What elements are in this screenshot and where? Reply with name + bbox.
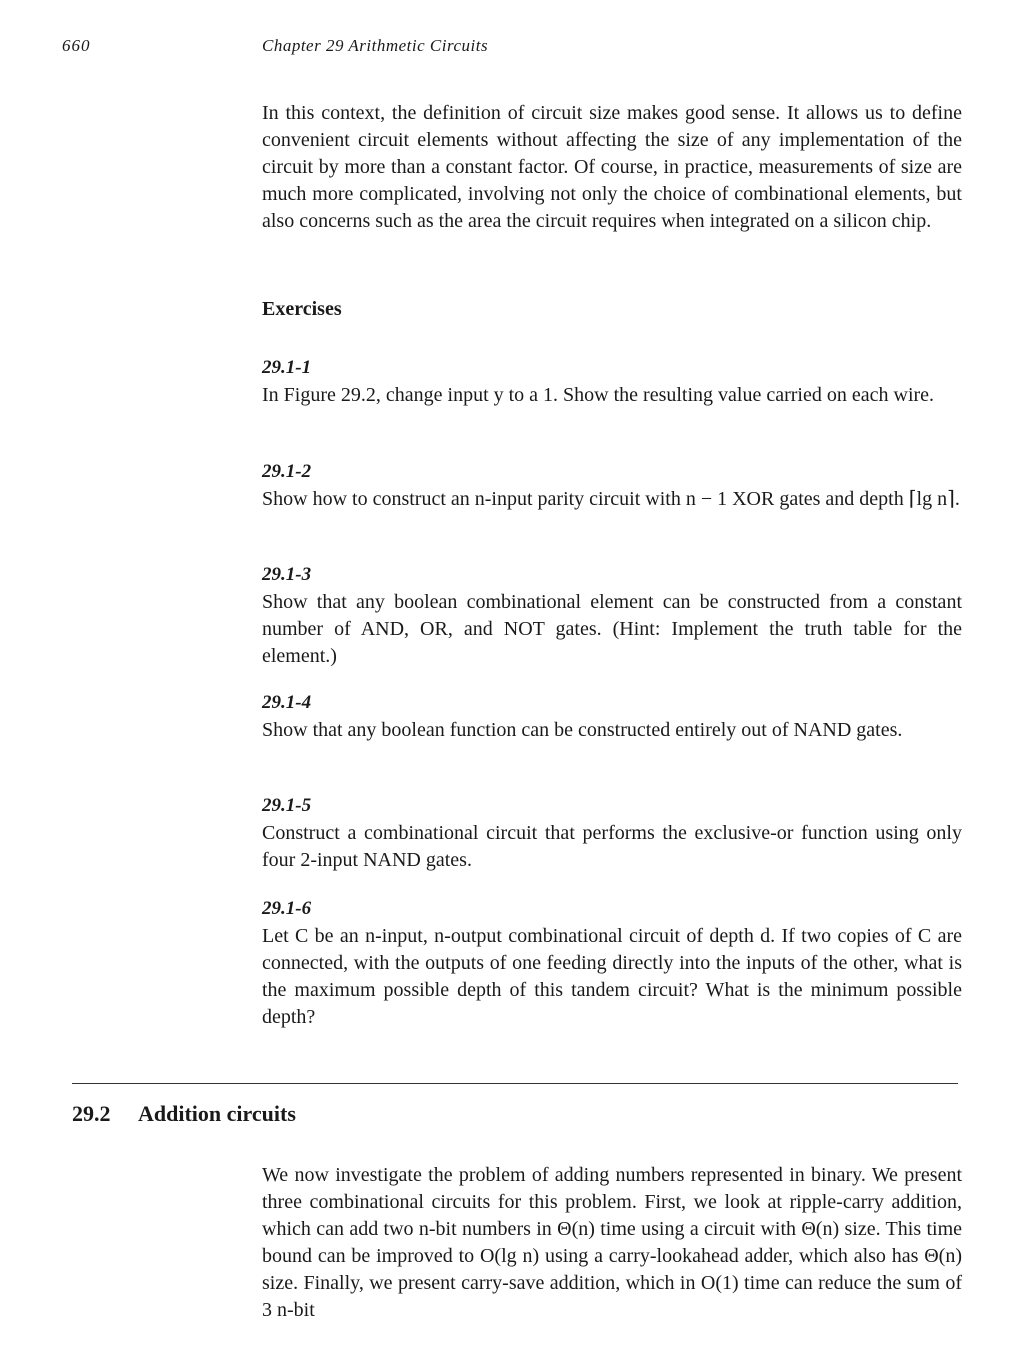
- exercise-text: In Figure 29.2, change input y to a 1. Show the resulting value carried on each wire.: [262, 384, 935, 406]
- page-number: 660: [62, 36, 91, 55]
- exercise-number: 29.1-5: [262, 795, 312, 816]
- exercise-number: 29.1-1: [262, 357, 312, 378]
- exercise-text: Construct a combinational circuit that performs the exclusive-or function using only four 2-input NAND gates.: [262, 822, 962, 871]
- exercise-number: 29.1-3: [262, 564, 312, 585]
- section-paragraph: We now investigate the problem of adding numbers represented in binary. We present three combinational circuits for this problem. First, we look at ripple-carry addition, which can add two n-bit numbers in Θ(n) time using a circuit with Θ(n) size. This time bound can be improved to O(lg n) using a carry-lookahead adder, which also has Θ(n) size. Finally, we present carry-save addition, which in O(1) time can reduce the sum of 3 n-bit: [262, 1164, 962, 1321]
- exercise-number: 29.1-6: [262, 898, 312, 919]
- exercise-number: 29.1-2: [262, 461, 312, 482]
- section-title: Addition circuits: [138, 1101, 296, 1126]
- section-divider: [72, 1083, 958, 1084]
- exercise-number: 29.1-4: [262, 692, 312, 713]
- exercise-text: Show that any boolean combinational element can be constructed from a constant number of AND, OR, and NOT gates. (Hint: Implement the truth table for the element.): [262, 591, 962, 667]
- exercise-item: [262, 562, 962, 670]
- exercises-heading: Exercises: [262, 298, 342, 320]
- section-number: 29.2: [72, 1101, 111, 1126]
- exercise-item: [262, 355, 962, 409]
- exercise-item: [262, 793, 962, 874]
- exercise-text: Let C be an n-input, n-output combinational circuit of depth d. If two copies of C are connected, with the outputs of one feeding directly into the inputs of the other, what is the maximum possible depth of this tandem circuit? What is the minimum possible depth?: [262, 925, 962, 1028]
- exercise-item: [262, 690, 962, 744]
- exercise-item: [262, 896, 962, 1031]
- running-head: Chapter 29 Arithmetic Circuits: [262, 36, 489, 55]
- exercise-text: Show that any boolean function can be constructed entirely out of NAND gates.: [262, 719, 903, 741]
- intro-paragraph: In this context, the definition of circuit size makes good sense. It allows us to define convenient circuit elements without affecting the size of any implementation of the circuit by more than a constant factor. Of course, in practice, measurements of size are much more complicated, involving not only the choice of combinational elements, but also concerns such as the area the circuit requires when integrated on a silicon chip.: [262, 102, 962, 232]
- exercise-item: [262, 459, 962, 513]
- exercise-text: Show how to construct an n-input parity circuit with n − 1 XOR gates and depth ⌈lg n⌉.: [262, 488, 960, 510]
